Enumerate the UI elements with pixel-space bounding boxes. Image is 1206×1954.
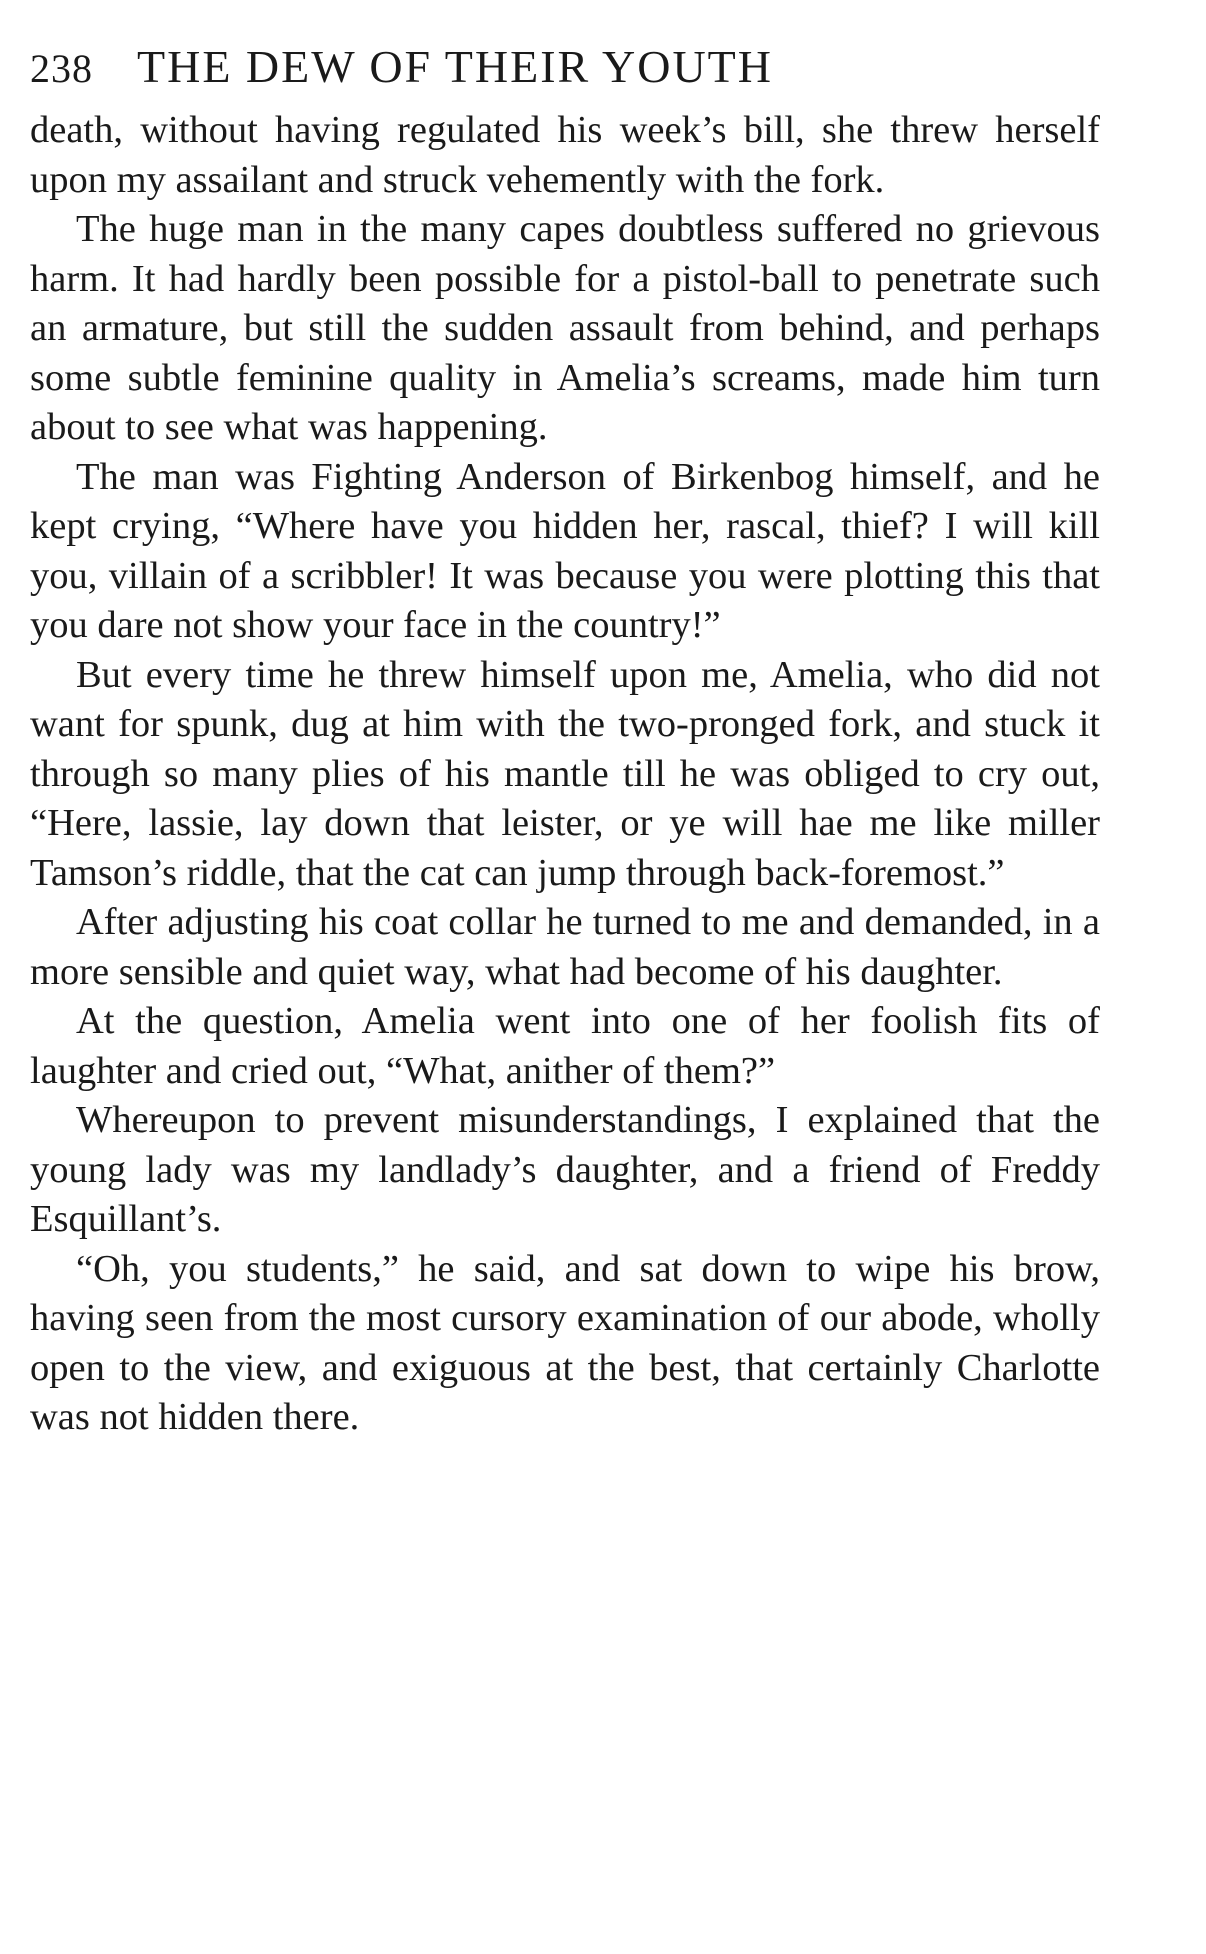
running-title: THE DEW OF THEIR YOUTH (137, 41, 773, 92)
page-number: 238 (30, 46, 93, 91)
body-text (30, 106, 1100, 1443)
paragraph: At the question, Amelia went into one of her foolish fits of laughter and cried out, “What, anither of them?” (30, 1000, 1100, 1092)
running-head (30, 40, 1100, 106)
book-page (30, 40, 1100, 1443)
paragraph: The huge man in the many capes doubtless suffered no grievous harm. It had hardly been possible for a pistol-ball to penetrate such an armature, but still the sudden assault from behind, and perhaps some subtle feminine quality in Amelia’s screams, made him turn about to see what was happening. (30, 208, 1100, 448)
paragraph-continued: death, without having regulated his week’s bill, she threw herself upon my assailant and struck vehemently with the fork. (30, 109, 1100, 201)
paragraph: The man was Fighting Anderson of Birkenbog himself, and he kept crying, “Where have you hidden her, rascal, thief? I will kill you, villain of a scribbler! It was because you were plotting this that you dare not show your face in the country!” (30, 455, 1100, 646)
paragraph: Whereupon to prevent misunderstandings, I explained that the young lady was my landlady’s daughter, and a friend of Freddy Esquillant’s. (30, 1099, 1100, 1240)
paragraph: “Oh, you students,” he said, and sat down to wipe his brow, having seen from the most cursory examination of our abode, wholly open to the view, and exiguous at the best, that certainly Charlotte was not hidden there. (30, 1247, 1100, 1438)
paragraph: After adjusting his coat collar he turned to me and demanded, in a more sensible and quiet way, what had become of his daughter. (30, 901, 1100, 993)
paragraph: But every time he threw himself upon me, Amelia, who did not want for spunk, dug at him with the two-pronged fork, and stuck it through so many plies of his mantle till he was obliged to cry out, “Here, lassie, lay down that leister, or ye will hae me like miller Tamson’s riddle, that the cat can jump through back-foremost.” (30, 653, 1100, 894)
